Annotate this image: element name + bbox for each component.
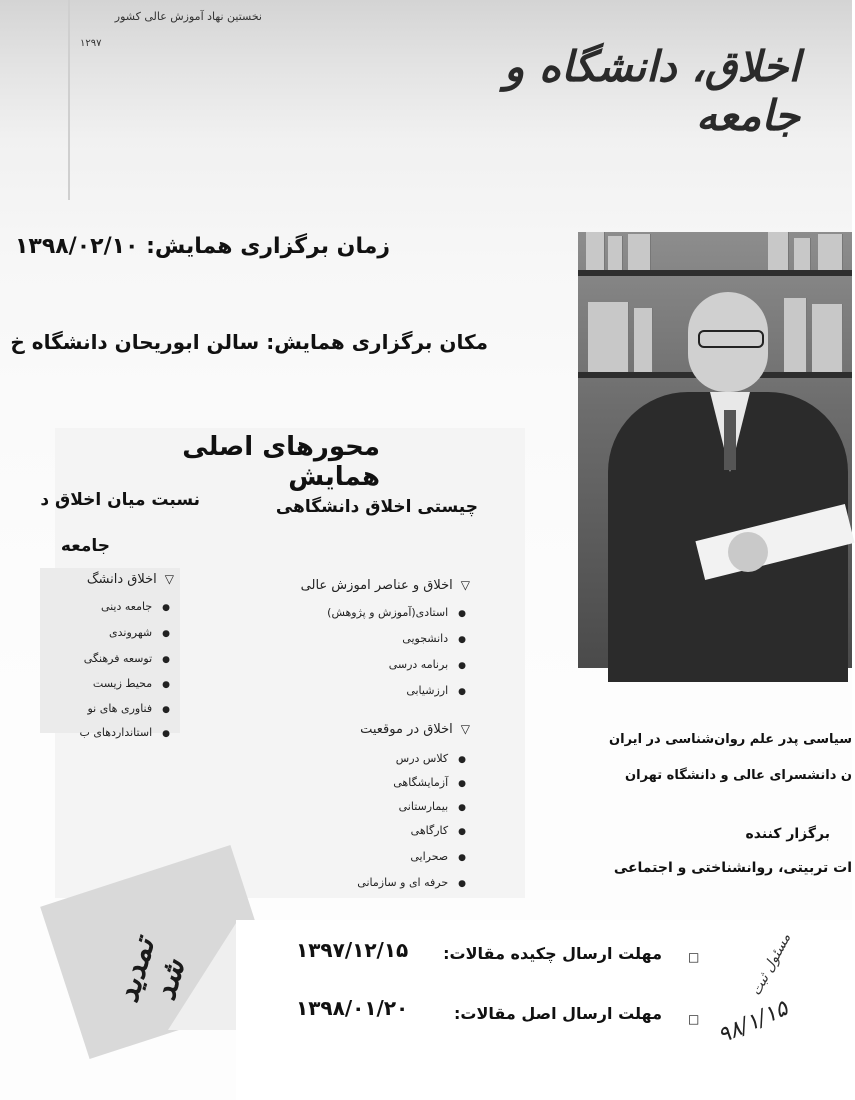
list-item: ●آزمایشگاهی (393, 776, 466, 789)
topic-group-heading: ▽اخلاق در موقعیت (360, 722, 470, 737)
book (768, 232, 789, 270)
book (818, 234, 843, 270)
triangle-bullet-icon: ▽ (460, 578, 470, 592)
bullet-icon: ● (458, 687, 466, 697)
list-item: ●حرفه ای و سازمانی (357, 876, 466, 889)
bullet-icon: ● (458, 879, 466, 889)
book (628, 234, 651, 270)
logo-year: ۱۲۹۷ (80, 38, 102, 49)
portrait-photo (578, 232, 852, 668)
bullet-icon: ● (162, 629, 170, 639)
list-item: ●کلاس درس (395, 752, 466, 765)
full-paper-deadline-date: ۱۳۹۸/۰۱/۲۰ (296, 996, 409, 1020)
bullet-icon: ● (458, 803, 466, 813)
list-item: ●شهروندی (109, 626, 170, 639)
organizer-name: ات تربیتی، روانشناختی و اجتماعی (613, 860, 852, 876)
checkbox-icon: □ (688, 950, 700, 964)
list-item: ●ارزشیابی (406, 684, 466, 697)
tie (724, 410, 736, 470)
event-date: زمان برگزاری همایش: ۱۳۹۸/۰۲/۱۰ (14, 234, 390, 259)
list-item: ●توسعه فرهنگی (83, 652, 170, 665)
abstract-deadline-label: مهلت ارسال چکیده مقالات: (443, 944, 662, 963)
bullet-icon: ● (162, 680, 170, 690)
bullet-icon: ● (162, 603, 170, 613)
event-place: مکان برگزاری همایش: سالن ابوریحان دانشگاه خ (10, 330, 488, 354)
logo-caption: نخستین نهاد آموزش عالی کشور (114, 10, 262, 23)
bullet-icon: ● (162, 705, 170, 715)
bullet-icon: ● (162, 655, 170, 665)
list-item: ●برنامه درسی (388, 658, 466, 671)
book (586, 232, 605, 270)
extended-stamp-text: تمدید شد (110, 933, 193, 1007)
header-divider (68, 0, 70, 200)
list-item: ●استادی(آموزش و پژوهش) (327, 606, 466, 619)
bullet-icon: ● (458, 609, 466, 619)
left-column-heading: نسبت میان اخلاق ‌د (40, 490, 200, 510)
glasses (698, 330, 764, 348)
right-column-heading: چیستی اخلاق دانشگاهی (275, 497, 478, 517)
bullet-icon: ● (458, 755, 466, 765)
poster-title: اخلاق، دانشگاه و جامعه (504, 42, 800, 140)
book (812, 304, 843, 372)
hand (728, 532, 768, 572)
bullet-icon: ● (458, 779, 466, 789)
organizer-label: برگزار کننده (745, 826, 830, 842)
book (784, 298, 807, 372)
full-paper-deadline-label: مهلت ارسال اصل مقالات: (453, 1004, 662, 1023)
abstract-deadline-date: ۱۳۹۷/۱۲/۱۵ (296, 938, 409, 962)
list-item: ●دانشجویی (402, 632, 466, 645)
checkbox-icon: □ (688, 1012, 700, 1026)
triangle-bullet-icon: ▽ (460, 722, 470, 736)
biography-line-2: ن دانشسرای عالی و دانشگاه تهران (625, 768, 852, 783)
list-item: ●محیط زیست (92, 677, 170, 690)
list-item: ●فناوری های نو (87, 702, 170, 715)
book (794, 238, 811, 270)
axes-heading: محورهای اصلی همایش (182, 432, 380, 492)
bookshelf (578, 270, 852, 276)
left-column-heading-2: جامعه (60, 536, 110, 556)
bullet-icon: ● (458, 635, 466, 645)
book (634, 308, 653, 372)
topic-group-heading: ▽اخلاق و عناصر اموزش عالی (300, 578, 470, 593)
list-item: ●استانداردهای ب (79, 726, 170, 739)
book (608, 236, 623, 270)
book (588, 302, 629, 372)
handwritten-signature: مسئول ثبت (748, 930, 795, 999)
bullet-icon: ● (162, 729, 170, 739)
handwritten-date: ۹۸/۱/۱۵ (714, 996, 792, 1049)
list-item: ●صحرایی (410, 850, 466, 863)
list-item: ●جامعه دینی (100, 600, 170, 613)
biography-line-1: سیاسی پدر علم روان‌شناسی در ایران (609, 732, 852, 747)
list-item: ●بیمارستانی (398, 800, 466, 813)
bullet-icon: ● (458, 853, 466, 863)
bullet-icon: ● (458, 827, 466, 837)
bullet-icon: ● (458, 661, 466, 671)
triangle-bullet-icon: ▽ (164, 572, 174, 586)
topic-group-heading: ▽اخلاق دانشگ (86, 572, 174, 587)
list-item: ●کارگاهی (410, 824, 466, 837)
